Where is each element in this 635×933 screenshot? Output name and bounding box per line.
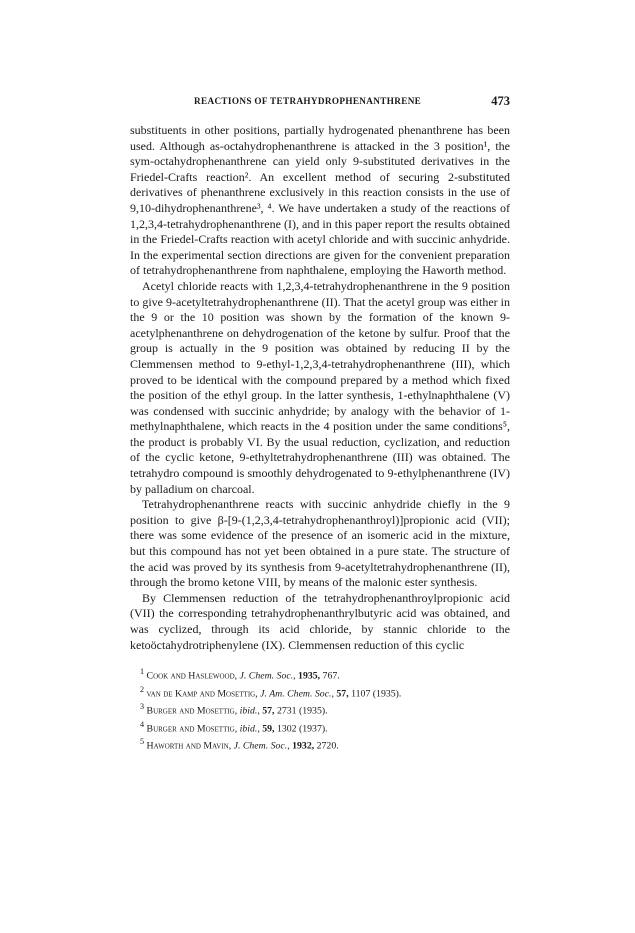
footnote-authors: Burger and Mosettig, <box>146 705 238 717</box>
footnote-journal: J. Chem. Soc., <box>239 670 296 682</box>
footnote-journal: ibid., <box>239 705 260 717</box>
footnotes <box>130 665 510 752</box>
footnote-journal: ibid., <box>239 722 260 734</box>
footnote-number: 5 <box>140 737 145 747</box>
footnote-year: 1935, <box>298 670 321 682</box>
footnote-page: 2731 (1935). <box>276 705 328 717</box>
footnote-number: 1 <box>140 667 145 677</box>
footnote-authors: van de Kamp and Mosettig, <box>146 687 258 699</box>
page-number: 473 <box>491 94 510 108</box>
journal-page <box>130 94 510 753</box>
footnote-journal: J. Am. Chem. Soc., <box>260 687 334 699</box>
footnote-page: 1107 (1935). <box>351 687 402 699</box>
footnote-page: 1302 (1937). <box>276 722 328 734</box>
footnote <box>140 700 510 717</box>
body-paragraph-3: Tetrahydrophenanthrene reacts with succinic anhydride chiefly in the 9 position to give β-[9-(1,2,3,4-tetrahydrophenanthroyl)]propionic acid (VII); there was some evidence of the presence of an isomeric acid in the mixture, but this compound has not yet been obtained in a pure state. The structure of the acid was proved by its synthesis from 9-acetyltetrahydrophenanthrene (II), through the bromo ketone VIII, by means of the malonic ester synthesis. <box>130 497 510 590</box>
footnote <box>140 718 510 735</box>
footnote-authors: Cook and Haslewood, <box>146 670 238 682</box>
body-paragraph-1: substituents in other positions, partially hydrogenated phenanthrene has been used. Although as-octahydrophenanthrene is attacked in the 3 position¹, the sym-octahydrophenanthrene can yield only 9-substituted derivatives in the Friedel-Crafts reaction². An excellent method of securing 2-substituted derivatives of phenanthrene exclusively in this reaction consists in the use of 9,10-dihydrophenanthrene³, ⁴. We have undertaken a study of the reactions of 1,2,3,4-tetrahydrophenanthrene (I), and in this paper report the results obtained in the Friedel-Crafts reaction with acetyl chloride and with succinic anhydride. In the experimental section directions are given for the convenient preparation of tetrahydrophenanthrene from naphthalene, employing the Haworth method. <box>130 123 510 278</box>
footnote <box>140 735 510 752</box>
footnote-year: 1932, <box>292 740 315 752</box>
page-header <box>130 94 510 112</box>
footnote-page: 767. <box>322 670 340 682</box>
footnote-journal: J. Chem. Soc., <box>233 740 290 752</box>
footnote <box>140 683 510 700</box>
footnote-number: 4 <box>140 719 145 729</box>
footnote-authors: Haworth and Mavin, <box>146 740 232 752</box>
footnote-page: 2720. <box>316 740 339 752</box>
footnote-number: 2 <box>140 684 145 694</box>
footnote-volume: 57, <box>336 687 349 699</box>
footnote <box>140 665 510 682</box>
body-paragraph-2: Acetyl chloride reacts with 1,2,3,4-tetrahydrophenanthrene in the 9 position to give 9-acetyltetrahydrophenanthrene (II). That the acetyl group was either in the 9 or the 10 position was shown by the formation of the known 9-acetylphenanthrene on dehydrogenation of the ketone by sulfur. Proof that the group is actually in the 9 position was obtained by reducing II by the Clemmensen method to 9-ethyl-1,2,3,4-tetrahydrophenanthrene (III), which proved to be identical with the compound prepared by a method which fixed the position of the ethyl group. In the latter synthesis, 1-ethylnaphthalene (V) was condensed with succinic anhydride; by analogy with the behavior of 1-methylnaphthalene, which reacts in the 4 position under the same conditions⁵, the product is probably VI. By the usual reduction, cyclization, and reduction of the cyclic ketone, 9-ethyltetrahydrophenanthrene (III) was obtained. The tetrahydro compound is smoothly dehydrogenated to 9-ethylphenanthrene (IV) by palladium on charcoal. <box>130 278 510 496</box>
footnote-authors: Burger and Mosettig, <box>146 722 238 734</box>
body-paragraph-4: By Clemmensen reduction of the tetrahydrophenanthroylpropionic acid (VII) the corresponding tetrahydrophenanthrylbutyric acid was obtained, and was cyclized, through its acid chloride, by stannic chloride to the ketoöctahydrotriphenylene (IX). Clemmensen reduction of this cyclic <box>130 590 510 652</box>
running-title: REACTIONS OF TETRAHYDROPHENANTHRENE <box>194 96 422 106</box>
footnote-volume: 59, <box>262 722 275 734</box>
footnote-number: 3 <box>140 702 145 712</box>
footnote-volume: 57, <box>262 705 275 717</box>
